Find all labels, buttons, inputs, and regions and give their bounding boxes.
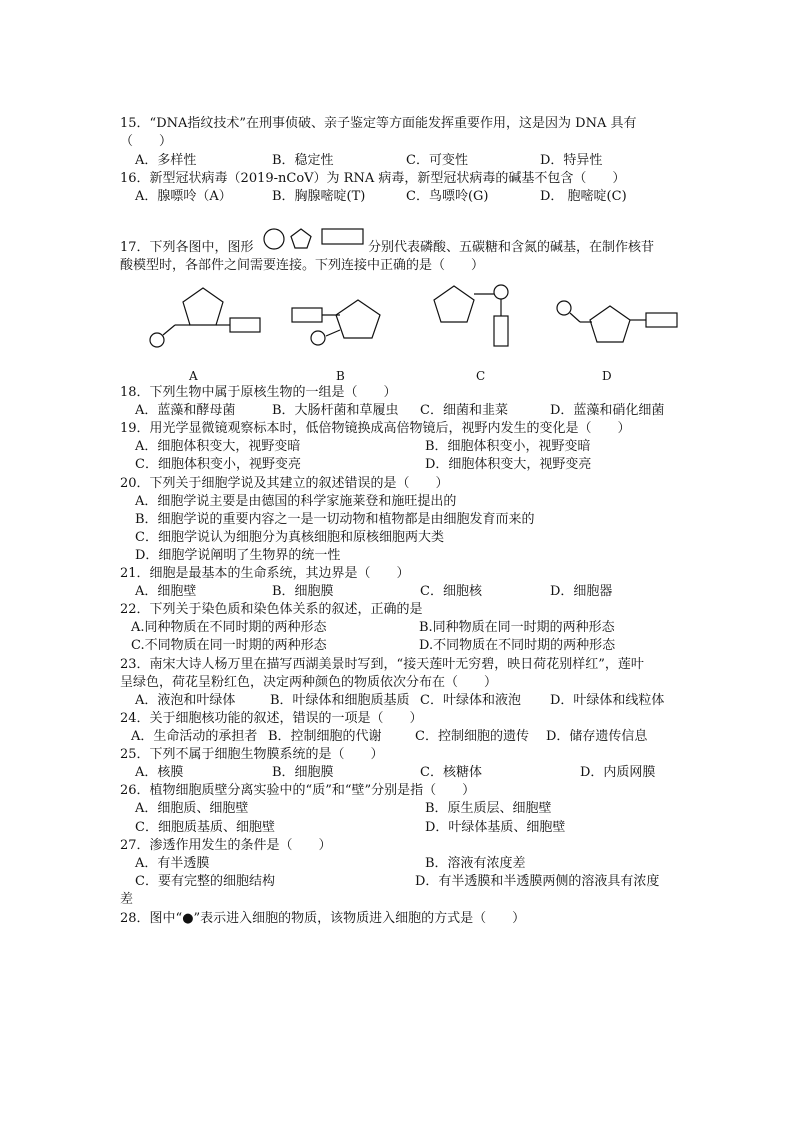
- q23-stem-line1: 23．南宋大诗人杨万里在描写西湖美景时写到，“接天莲叶无穷碧，映日荷花别样红”，莲叶: [120, 657, 644, 672]
- q23-option-c: C．叶绿体和液泡: [420, 693, 521, 708]
- q21-option-b: B．细胞膜: [272, 584, 334, 599]
- q15-option-b: B．稳定性: [272, 153, 334, 168]
- q17-legend-shapes: [258, 224, 368, 254]
- q21-option-c: C．细胞核: [420, 584, 482, 599]
- q18-option-c: C．细菌和韭菜: [420, 403, 508, 418]
- q22-option-d: D.不同物质在不同时期的两种形态: [419, 638, 616, 653]
- q15-option-d: D．特异性: [540, 153, 603, 168]
- q21-stem: 21．细胞是最基本的生命系统，其边界是（ ）: [120, 566, 410, 581]
- q23-option-a: A．液泡和叶绿体: [135, 693, 236, 708]
- q16-option-a: A．腺嘌呤（A）: [135, 189, 232, 204]
- q22-option-b: B.同种物质在同一时期的两种形态: [419, 620, 615, 635]
- q22-stem: 22．下列关于染色质和染色体关系的叙述，正确的是: [120, 602, 423, 617]
- q19-option-d: D．细胞体积变大，视野变亮: [425, 457, 592, 472]
- q21-option-d: D．细胞器: [550, 584, 613, 599]
- q17-label-c: C: [476, 369, 486, 383]
- q15-option-a: A．多样性: [135, 153, 197, 168]
- q19-option-c: C．细胞体积变小，视野变亮: [135, 457, 301, 472]
- q16-option-d: D． 胞嘧啶(C): [540, 189, 627, 204]
- q17-stem-pre: 17．下列各图中，图形: [120, 240, 254, 255]
- q27-option-b: B．溶液有浓度差: [425, 856, 526, 871]
- q15-option-c: C．可变性: [406, 153, 468, 168]
- q27-option-d-continued: 差: [120, 892, 134, 907]
- q17-stem-post: 分别代表磷酸、五碳糖和含氮的碱基，在制作核苷: [368, 240, 655, 255]
- q23-stem-line2: 呈绿色，荷花呈粉红色，决定两种颜色的物质依次分布在（ ）: [120, 675, 498, 690]
- q19-option-b: B．细胞体积变小，视野变暗: [425, 439, 591, 454]
- q15-stem: 15．“DNA指纹技术”在刑事侦破、亲子鉴定等方面能发挥重要作用，这是因为 DNA 具有: [120, 116, 637, 131]
- q24-option-a: A．生命活动的承担者: [131, 729, 258, 744]
- q23-option-d: D．叶绿体和线粒体: [550, 693, 665, 708]
- q16-stem: 16．新型冠状病毒（2019-nCoV）为 RNA 病毒，新型冠状病毒的碱基不包含（ ）: [120, 171, 626, 186]
- nucleotide-model-c: [434, 285, 508, 346]
- q27-option-a: A．有半透膜: [135, 856, 210, 871]
- q26-option-a: A．细胞质、细胞壁: [135, 801, 249, 816]
- q24-option-b: B．控制细胞的代谢: [268, 729, 382, 744]
- q17-label-b: B: [336, 369, 345, 383]
- q24-stem: 24．关于细胞核功能的叙述，错误的一项是（ ）: [120, 711, 423, 726]
- q18-option-d: D．蓝藻和硝化细菌: [550, 403, 665, 418]
- q17-stem-line2: 酸模型时，各部件之间需要连接。下列连接中正确的是（ ）: [120, 258, 485, 273]
- q25-stem: 25．下列不属于细胞生物膜系统的是（ ）: [120, 747, 384, 762]
- q20-stem: 20．下列关于细胞学说及其建立的叙述错误的是（ ）: [120, 476, 449, 491]
- q25-option-b: B．细胞膜: [272, 765, 334, 780]
- q18-stem: 18．下列生物中属于原核生物的一组是（ ）: [120, 385, 397, 400]
- q22-option-c: C.不同物质在同一时期的两种形态: [131, 638, 327, 653]
- q19-stem: 19．用光学显微镜观察标本时，低倍物镜换成高倍物镜后，视野内发生的变化是（ ）: [120, 421, 631, 436]
- q27-option-d: D．有半透膜和半透膜两侧的溶液具有浓度: [415, 874, 660, 889]
- q15-blank: （ ）: [120, 134, 173, 149]
- q20-option-c: C．细胞学说认为细胞分为真核细胞和原核细胞两大类: [135, 530, 444, 545]
- q18-option-a: A．蓝藻和酵母菌: [135, 403, 236, 418]
- q24-option-c: C．控制细胞的遗传: [415, 729, 529, 744]
- q27-stem: 27．渗透作用发生的条件是（ ）: [120, 838, 332, 853]
- nucleotide-model-d: [557, 301, 677, 342]
- q22-option-a: A.同种物质在不同时期的两种形态: [131, 620, 327, 635]
- q26-option-c: C．细胞质基质、细胞壁: [135, 820, 275, 835]
- q28-stem: 28．图中“●”表示进入细胞的物质，该物质进入细胞的方式是（ ）: [120, 911, 526, 926]
- q25-option-d: D．内质网膜: [580, 765, 656, 780]
- q17-label-d: D: [602, 369, 612, 383]
- base-rectangle-icon: [322, 229, 363, 244]
- q23-option-b: B．叶绿体和细胞质基质: [270, 693, 410, 708]
- q17-label-a: A: [189, 369, 198, 383]
- phosphate-circle-icon: [264, 229, 284, 249]
- q25-option-a: A．核膜: [135, 765, 184, 780]
- q25-option-c: C．核糖体: [420, 765, 482, 780]
- q27-option-c: C．要有完整的细胞结构: [135, 874, 275, 889]
- q26-option-b: B．原生质层、细胞壁: [425, 801, 552, 816]
- q20-option-a: A．细胞学说主要是由德国的科学家施莱登和施旺提出的: [135, 494, 457, 509]
- q20-option-d: D．细胞学说阐明了生物界的统一性: [135, 548, 341, 563]
- q21-option-a: A．细胞壁: [135, 584, 197, 599]
- nucleotide-model-a: [150, 288, 260, 347]
- q19-option-a: A．细胞体积变大，视野变暗: [135, 439, 301, 454]
- q26-stem: 26．植物细胞质壁分离实验中的“质”和“壁”分别是指（ ）: [120, 783, 476, 798]
- q17-diagrams: [140, 280, 700, 360]
- q24-option-d: D．储存遗传信息: [546, 729, 648, 744]
- q16-option-b: B．胸腺嘧啶(T): [272, 189, 366, 204]
- q26-option-d: D．叶绿体基质、细胞壁: [425, 820, 566, 835]
- q20-option-b: B．细胞学说的重要内容之一是一切动物和植物都是由细胞发育而来的: [135, 512, 535, 527]
- nucleotide-model-b: [292, 300, 380, 345]
- q18-option-b: B．大肠杆菌和草履虫: [272, 403, 399, 418]
- q16-option-c: C．鸟嘌呤(G): [406, 189, 489, 204]
- pentose-pentagon-icon: [291, 229, 311, 248]
